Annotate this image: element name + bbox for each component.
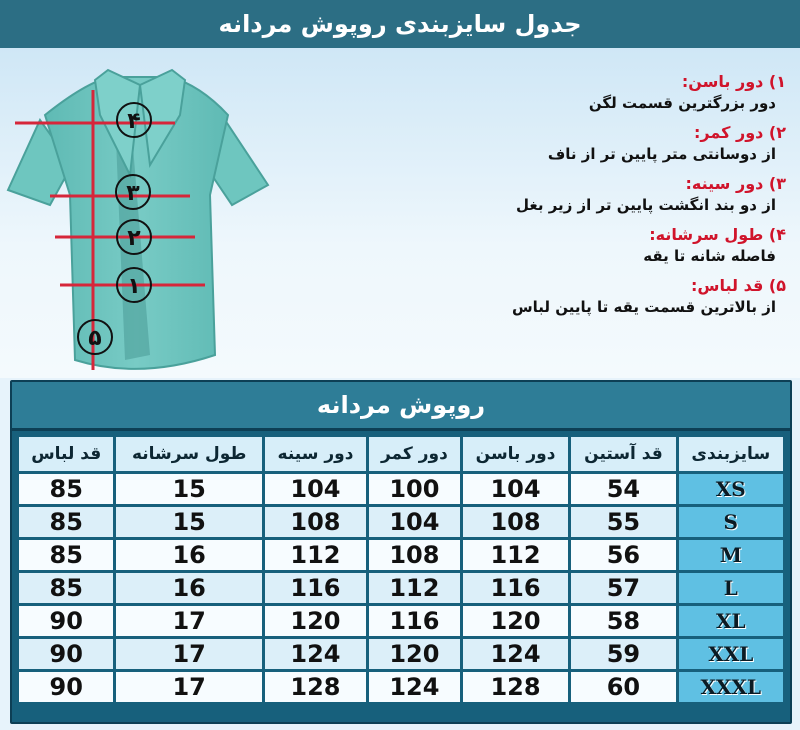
table-row — [19, 474, 783, 504]
svg-text:۳: ۳ — [126, 181, 140, 206]
cell-sleeve: 56 — [571, 540, 675, 570]
cell-shoulder: 15 — [116, 474, 261, 504]
svg-text:۵: ۵ — [88, 326, 102, 351]
cell-shoulder: 17 — [116, 606, 261, 636]
header-hip: دور باسن — [463, 437, 569, 471]
cell-shoulder: 17 — [116, 672, 261, 702]
cell-waist: 116 — [369, 606, 460, 636]
note-length-text: از بالاترین قسمت یقه تا پایین لباس — [511, 298, 776, 316]
page-title: جدول سایزبندی روپوش مردانه — [0, 0, 800, 48]
note-chest — [346, 174, 786, 216]
header-sleeve: قد آستین — [571, 437, 675, 471]
cell-hip: 128 — [463, 672, 569, 702]
size-table — [16, 434, 786, 705]
cell-hip: 120 — [463, 606, 569, 636]
header-size: سایزبندی — [679, 437, 783, 471]
note-shoulder-text: فاصله شانه تا یقه — [643, 247, 776, 265]
cell-hip: 104 — [463, 474, 569, 504]
table-row — [19, 606, 783, 636]
cell-waist: 120 — [369, 639, 460, 669]
header-waist: دور کمر — [369, 437, 460, 471]
shirt-illustration — [0, 55, 290, 380]
note-waist-title: ۲) دور کمر: — [694, 123, 786, 142]
cell-size: S — [679, 507, 783, 537]
cell-length: 90 — [19, 639, 113, 669]
cell-waist: 104 — [369, 507, 460, 537]
cell-waist: 100 — [369, 474, 460, 504]
cell-length: 85 — [19, 507, 113, 537]
measurement-notes — [346, 72, 786, 327]
cell-hip: 108 — [463, 507, 569, 537]
note-shoulder — [346, 225, 786, 267]
cell-size: XS — [679, 474, 783, 504]
cell-hip: 116 — [463, 573, 569, 603]
cell-sleeve: 57 — [571, 573, 675, 603]
note-chest-title: ۳) دور سینه: — [685, 174, 786, 193]
note-hip — [346, 72, 786, 114]
cell-waist: 124 — [369, 672, 460, 702]
cell-size: XXXL — [679, 672, 783, 702]
note-chest-text: از دو بند انگشت پایین تر از زیر بغل — [516, 196, 776, 214]
cell-shoulder: 16 — [116, 540, 261, 570]
cell-chest: 128 — [265, 672, 366, 702]
cell-sleeve: 59 — [571, 639, 675, 669]
size-table-panel — [10, 380, 792, 724]
cell-length: 90 — [19, 672, 113, 702]
cell-chest: 124 — [265, 639, 366, 669]
cell-length: 90 — [19, 606, 113, 636]
cell-size: XXL — [679, 639, 783, 669]
svg-text:۱: ۱ — [127, 274, 141, 299]
size-table-title: روپوش مردانه — [12, 382, 790, 431]
table-row — [19, 507, 783, 537]
note-length-title: ۵) قد لباس: — [691, 276, 786, 295]
note-hip-title: ۱) دور باسن: — [681, 72, 786, 91]
cell-shoulder: 17 — [116, 639, 261, 669]
note-waist-text: از دوسانتی متر پایین تر از ناف — [547, 145, 776, 163]
cell-waist: 112 — [369, 573, 460, 603]
marker-4-label: ۴ — [127, 109, 141, 134]
table-row — [19, 540, 783, 570]
cell-chest: 108 — [265, 507, 366, 537]
table-row — [19, 573, 783, 603]
note-length — [346, 276, 786, 318]
table-row — [19, 639, 783, 669]
table-header-row — [19, 437, 783, 471]
header-chest: دور سینه — [265, 437, 366, 471]
cell-sleeve: 60 — [571, 672, 675, 702]
cell-shoulder: 15 — [116, 507, 261, 537]
cell-length: 85 — [19, 573, 113, 603]
cell-size: XL — [679, 606, 783, 636]
cell-length: 85 — [19, 474, 113, 504]
cell-hip: 112 — [463, 540, 569, 570]
cell-chest: 120 — [265, 606, 366, 636]
cell-length: 85 — [19, 540, 113, 570]
cell-chest: 112 — [265, 540, 366, 570]
cell-waist: 108 — [369, 540, 460, 570]
svg-text:۲: ۲ — [127, 226, 141, 251]
cell-shoulder: 16 — [116, 573, 261, 603]
table-row — [19, 672, 783, 702]
note-waist — [346, 123, 786, 165]
header-shoulder: طول سرشانه — [116, 437, 261, 471]
cell-sleeve: 58 — [571, 606, 675, 636]
note-shoulder-title: ۴) طول سرشانه: — [649, 225, 786, 244]
cell-sleeve: 55 — [571, 507, 675, 537]
header-length: قد لباس — [19, 437, 113, 471]
cell-size: M — [679, 540, 783, 570]
cell-hip: 124 — [463, 639, 569, 669]
note-hip-text: دور بزرگترین قسمت لگن — [588, 94, 776, 112]
cell-chest: 104 — [265, 474, 366, 504]
cell-sleeve: 54 — [571, 474, 675, 504]
cell-size: L — [679, 573, 783, 603]
cell-chest: 116 — [265, 573, 366, 603]
